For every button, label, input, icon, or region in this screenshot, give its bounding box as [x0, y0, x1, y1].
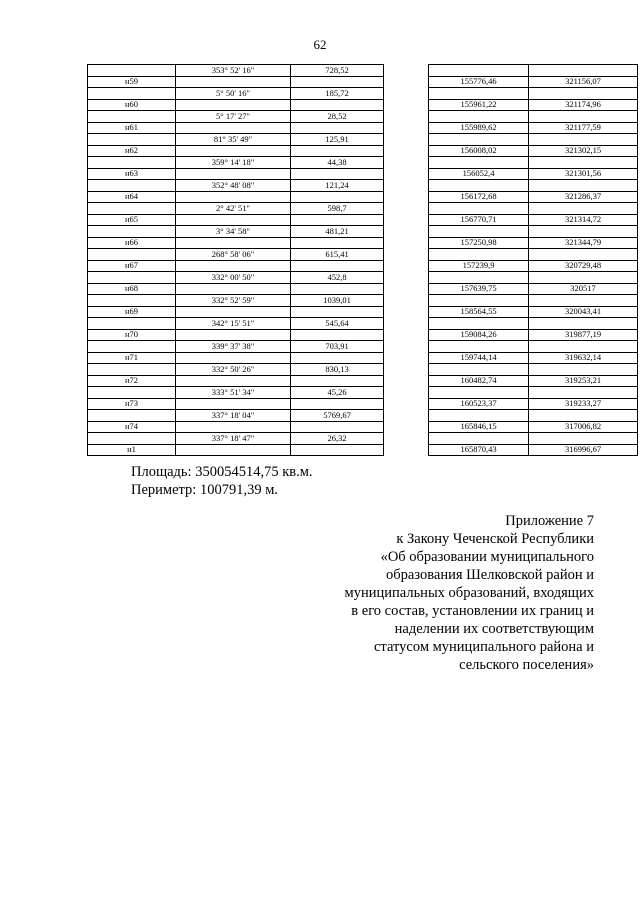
- angle-cell: 352° 48' 08": [176, 180, 291, 192]
- length-cell: [291, 306, 384, 318]
- table-row: [88, 180, 638, 192]
- table-row: [88, 168, 638, 180]
- y-coordinate-cell: [529, 180, 638, 192]
- point-cell: [88, 226, 176, 238]
- y-coordinate-cell: 316996,67: [529, 444, 638, 456]
- table-row: [88, 260, 638, 272]
- gap-cell: [384, 214, 429, 226]
- point-cell: н63: [88, 168, 176, 180]
- length-cell: 121,24: [291, 180, 384, 192]
- length-cell: [291, 237, 384, 249]
- angle-cell: 337° 18' 47": [176, 433, 291, 445]
- y-coordinate-cell: [529, 387, 638, 399]
- angle-cell: [176, 283, 291, 295]
- x-coordinate-cell: 159084,26: [429, 329, 529, 341]
- angle-cell: [176, 306, 291, 318]
- angle-cell: [176, 444, 291, 456]
- length-cell: [291, 122, 384, 134]
- gap-cell: [384, 111, 429, 123]
- x-coordinate-cell: [429, 203, 529, 215]
- point-cell: н60: [88, 99, 176, 111]
- x-coordinate-cell: 155961,22: [429, 99, 529, 111]
- y-coordinate-cell: 319632,14: [529, 352, 638, 364]
- angle-cell: [176, 214, 291, 226]
- gap-cell: [384, 364, 429, 376]
- table-row: [88, 145, 638, 157]
- point-cell: [88, 318, 176, 330]
- point-cell: н74: [88, 421, 176, 433]
- table-row: [88, 318, 638, 330]
- point-cell: [88, 65, 176, 77]
- point-cell: [88, 433, 176, 445]
- table-row: [88, 352, 638, 364]
- x-coordinate-cell: 159744,14: [429, 352, 529, 364]
- point-cell: [88, 410, 176, 422]
- y-coordinate-cell: [529, 249, 638, 261]
- y-coordinate-cell: 320729,48: [529, 260, 638, 272]
- length-cell: 598,7: [291, 203, 384, 215]
- area-text: Площадь: 350054514,75 кв.м.: [131, 464, 313, 480]
- gap-cell: [384, 249, 429, 261]
- length-cell: 830,13: [291, 364, 384, 376]
- x-coordinate-cell: [429, 249, 529, 261]
- y-coordinate-cell: 321301,56: [529, 168, 638, 180]
- y-coordinate-cell: 320517: [529, 283, 638, 295]
- angle-cell: [176, 145, 291, 157]
- angle-cell: 268° 58' 06": [176, 249, 291, 261]
- point-cell: н69: [88, 306, 176, 318]
- appendix-line: образования Шелковской район и: [386, 567, 594, 583]
- gap-cell: [384, 444, 429, 456]
- coordinates-table: [87, 64, 638, 456]
- x-coordinate-cell: [429, 157, 529, 169]
- gap-cell: [384, 306, 429, 318]
- appendix-line: в его состав, установлении их границ и: [351, 603, 594, 619]
- gap-cell: [384, 226, 429, 238]
- point-cell: [88, 249, 176, 261]
- x-coordinate-cell: [429, 65, 529, 77]
- y-coordinate-cell: [529, 65, 638, 77]
- point-cell: [88, 203, 176, 215]
- y-coordinate-cell: 321174,96: [529, 99, 638, 111]
- coordinates-table-body: [88, 65, 638, 456]
- y-coordinate-cell: [529, 203, 638, 215]
- length-cell: 28,52: [291, 111, 384, 123]
- point-cell: [88, 341, 176, 353]
- y-coordinate-cell: [529, 318, 638, 330]
- point-cell: [88, 134, 176, 146]
- table-row: [88, 214, 638, 226]
- x-coordinate-cell: [429, 226, 529, 238]
- summary-block: [131, 463, 313, 499]
- length-cell: [291, 444, 384, 456]
- gap-cell: [384, 122, 429, 134]
- angle-cell: 353° 52' 16": [176, 65, 291, 77]
- x-coordinate-cell: 156052,4: [429, 168, 529, 180]
- y-coordinate-cell: 319877,19: [529, 329, 638, 341]
- perimeter-text: Периметр: 100791,39 м.: [131, 482, 278, 498]
- y-coordinate-cell: 321344,79: [529, 237, 638, 249]
- length-cell: 5769,67: [291, 410, 384, 422]
- table-row: [88, 76, 638, 88]
- table-row: [88, 203, 638, 215]
- angle-cell: [176, 398, 291, 410]
- length-cell: [291, 76, 384, 88]
- point-cell: н68: [88, 283, 176, 295]
- x-coordinate-cell: 155989,62: [429, 122, 529, 134]
- table-row: [88, 306, 638, 318]
- table-row: [88, 398, 638, 410]
- point-cell: н66: [88, 237, 176, 249]
- x-coordinate-cell: 160523,37: [429, 398, 529, 410]
- length-cell: 703,91: [291, 341, 384, 353]
- length-cell: [291, 191, 384, 203]
- angle-cell: 5° 50' 16": [176, 88, 291, 100]
- angle-cell: [176, 352, 291, 364]
- x-coordinate-cell: [429, 111, 529, 123]
- table-row: [88, 157, 638, 169]
- table-row: [88, 295, 638, 307]
- gap-cell: [384, 341, 429, 353]
- appendix-line: к Закону Чеченской Республики: [396, 531, 594, 547]
- y-coordinate-cell: 321286,37: [529, 191, 638, 203]
- table-row: [88, 237, 638, 249]
- table-row: [88, 134, 638, 146]
- x-coordinate-cell: 158564,55: [429, 306, 529, 318]
- angle-cell: [176, 375, 291, 387]
- x-coordinate-cell: [429, 341, 529, 353]
- gap-cell: [384, 191, 429, 203]
- length-cell: [291, 214, 384, 226]
- x-coordinate-cell: 156770,71: [429, 214, 529, 226]
- gap-cell: [384, 387, 429, 399]
- table-row: [88, 387, 638, 399]
- y-coordinate-cell: 320043,41: [529, 306, 638, 318]
- x-coordinate-cell: 157250,98: [429, 237, 529, 249]
- page-number: 62: [313, 37, 327, 52]
- gap-cell: [384, 76, 429, 88]
- gap-cell: [384, 283, 429, 295]
- length-cell: 185,72: [291, 88, 384, 100]
- gap-cell: [384, 329, 429, 341]
- angle-cell: [176, 168, 291, 180]
- appendix-line: статусом муниципального района и: [374, 639, 594, 655]
- point-cell: н72: [88, 375, 176, 387]
- length-cell: 545,64: [291, 318, 384, 330]
- point-cell: н61: [88, 122, 176, 134]
- gap-cell: [384, 260, 429, 272]
- gap-cell: [384, 352, 429, 364]
- y-coordinate-cell: [529, 433, 638, 445]
- y-coordinate-cell: [529, 157, 638, 169]
- point-cell: н64: [88, 191, 176, 203]
- x-coordinate-cell: 165870,43: [429, 444, 529, 456]
- x-coordinate-cell: [429, 433, 529, 445]
- y-coordinate-cell: [529, 410, 638, 422]
- gap-cell: [384, 134, 429, 146]
- point-cell: [88, 157, 176, 169]
- y-coordinate-cell: [529, 111, 638, 123]
- angle-cell: [176, 329, 291, 341]
- gap-cell: [384, 433, 429, 445]
- x-coordinate-cell: [429, 387, 529, 399]
- length-cell: [291, 99, 384, 111]
- gap-cell: [384, 375, 429, 387]
- point-cell: н73: [88, 398, 176, 410]
- table-row: [88, 410, 638, 422]
- point-cell: н1: [88, 444, 176, 456]
- angle-cell: [176, 191, 291, 203]
- y-coordinate-cell: [529, 134, 638, 146]
- y-coordinate-cell: 317006,82: [529, 421, 638, 433]
- angle-cell: 332° 52' 59": [176, 295, 291, 307]
- x-coordinate-cell: 157239,9: [429, 260, 529, 272]
- y-coordinate-cell: 321302,15: [529, 145, 638, 157]
- gap-cell: [384, 168, 429, 180]
- x-coordinate-cell: [429, 272, 529, 284]
- appendix-line: «Об образовании муниципального: [380, 549, 594, 565]
- x-coordinate-cell: 160482,74: [429, 375, 529, 387]
- x-coordinate-cell: 155776,46: [429, 76, 529, 88]
- table-row: [88, 249, 638, 261]
- angle-cell: 2° 42' 51": [176, 203, 291, 215]
- x-coordinate-cell: 156172,68: [429, 191, 529, 203]
- gap-cell: [384, 398, 429, 410]
- length-cell: 615,41: [291, 249, 384, 261]
- angle-cell: 3° 34' 58": [176, 226, 291, 238]
- table-row: [88, 433, 638, 445]
- gap-cell: [384, 295, 429, 307]
- table-row: [88, 65, 638, 77]
- y-coordinate-cell: [529, 364, 638, 376]
- length-cell: 26,32: [291, 433, 384, 445]
- angle-cell: 332° 50' 26": [176, 364, 291, 376]
- gap-cell: [384, 99, 429, 111]
- gap-cell: [384, 318, 429, 330]
- x-coordinate-cell: [429, 134, 529, 146]
- gap-cell: [384, 203, 429, 215]
- angle-cell: [176, 237, 291, 249]
- length-cell: [291, 283, 384, 295]
- angle-cell: [176, 421, 291, 433]
- table-row: [88, 444, 638, 456]
- table-row: [88, 226, 638, 238]
- point-cell: [88, 88, 176, 100]
- point-cell: [88, 387, 176, 399]
- angle-cell: [176, 99, 291, 111]
- gap-cell: [384, 421, 429, 433]
- point-cell: н59: [88, 76, 176, 88]
- angle-cell: [176, 76, 291, 88]
- length-cell: [291, 329, 384, 341]
- point-cell: н70: [88, 329, 176, 341]
- point-cell: [88, 272, 176, 284]
- table-row: [88, 88, 638, 100]
- angle-cell: 332° 00' 50": [176, 272, 291, 284]
- table-row: [88, 122, 638, 134]
- table-row: [88, 375, 638, 387]
- gap-cell: [384, 157, 429, 169]
- x-coordinate-cell: [429, 364, 529, 376]
- angle-cell: 359° 14' 18": [176, 157, 291, 169]
- point-cell: н62: [88, 145, 176, 157]
- point-cell: н65: [88, 214, 176, 226]
- appendix-line: Приложение 7: [505, 513, 594, 529]
- table-row: [88, 283, 638, 295]
- x-coordinate-cell: 156008,02: [429, 145, 529, 157]
- x-coordinate-cell: [429, 88, 529, 100]
- length-cell: 481,21: [291, 226, 384, 238]
- angle-cell: 333° 51' 34": [176, 387, 291, 399]
- angle-cell: 339° 37' 38": [176, 341, 291, 353]
- x-coordinate-cell: 157639,75: [429, 283, 529, 295]
- y-coordinate-cell: [529, 226, 638, 238]
- angle-cell: 5° 17' 27": [176, 111, 291, 123]
- gap-cell: [384, 145, 429, 157]
- table-row: [88, 341, 638, 353]
- table-row: [88, 111, 638, 123]
- y-coordinate-cell: [529, 341, 638, 353]
- length-cell: [291, 421, 384, 433]
- y-coordinate-cell: [529, 88, 638, 100]
- length-cell: 125,91: [291, 134, 384, 146]
- appendix-heading: [264, 512, 594, 674]
- gap-cell: [384, 88, 429, 100]
- table-row: [88, 364, 638, 376]
- length-cell: 452,8: [291, 272, 384, 284]
- point-cell: [88, 364, 176, 376]
- gap-cell: [384, 237, 429, 249]
- length-cell: 1039,01: [291, 295, 384, 307]
- x-coordinate-cell: [429, 318, 529, 330]
- y-coordinate-cell: [529, 295, 638, 307]
- x-coordinate-cell: [429, 410, 529, 422]
- x-coordinate-cell: [429, 295, 529, 307]
- angle-cell: 81° 35' 49": [176, 134, 291, 146]
- length-cell: [291, 375, 384, 387]
- gap-cell: [384, 410, 429, 422]
- appendix-line: муниципальных образований, входящих: [344, 585, 594, 601]
- angle-cell: [176, 122, 291, 134]
- table-row: [88, 272, 638, 284]
- point-cell: н67: [88, 260, 176, 272]
- point-cell: [88, 180, 176, 192]
- table-row: [88, 99, 638, 111]
- gap-cell: [384, 272, 429, 284]
- x-coordinate-cell: 165846,15: [429, 421, 529, 433]
- x-coordinate-cell: [429, 180, 529, 192]
- appendix-line: сельского поселения»: [459, 657, 594, 673]
- point-cell: [88, 295, 176, 307]
- length-cell: 728,52: [291, 65, 384, 77]
- y-coordinate-cell: 321314,72: [529, 214, 638, 226]
- length-cell: [291, 352, 384, 364]
- angle-cell: 337° 18' 04": [176, 410, 291, 422]
- point-cell: н71: [88, 352, 176, 364]
- gap-cell: [384, 65, 429, 77]
- angle-cell: 342° 15' 51": [176, 318, 291, 330]
- gap-cell: [384, 180, 429, 192]
- appendix-line: наделении их соответствующим: [394, 621, 594, 637]
- y-coordinate-cell: 321177,59: [529, 122, 638, 134]
- y-coordinate-cell: 319233,27: [529, 398, 638, 410]
- table-row: [88, 421, 638, 433]
- length-cell: [291, 145, 384, 157]
- point-cell: [88, 111, 176, 123]
- length-cell: [291, 168, 384, 180]
- length-cell: 44,38: [291, 157, 384, 169]
- y-coordinate-cell: 321156,07: [529, 76, 638, 88]
- angle-cell: [176, 260, 291, 272]
- table-row: [88, 191, 638, 203]
- length-cell: [291, 260, 384, 272]
- y-coordinate-cell: 319253,21: [529, 375, 638, 387]
- length-cell: [291, 398, 384, 410]
- length-cell: 45,26: [291, 387, 384, 399]
- y-coordinate-cell: [529, 272, 638, 284]
- table-row: [88, 329, 638, 341]
